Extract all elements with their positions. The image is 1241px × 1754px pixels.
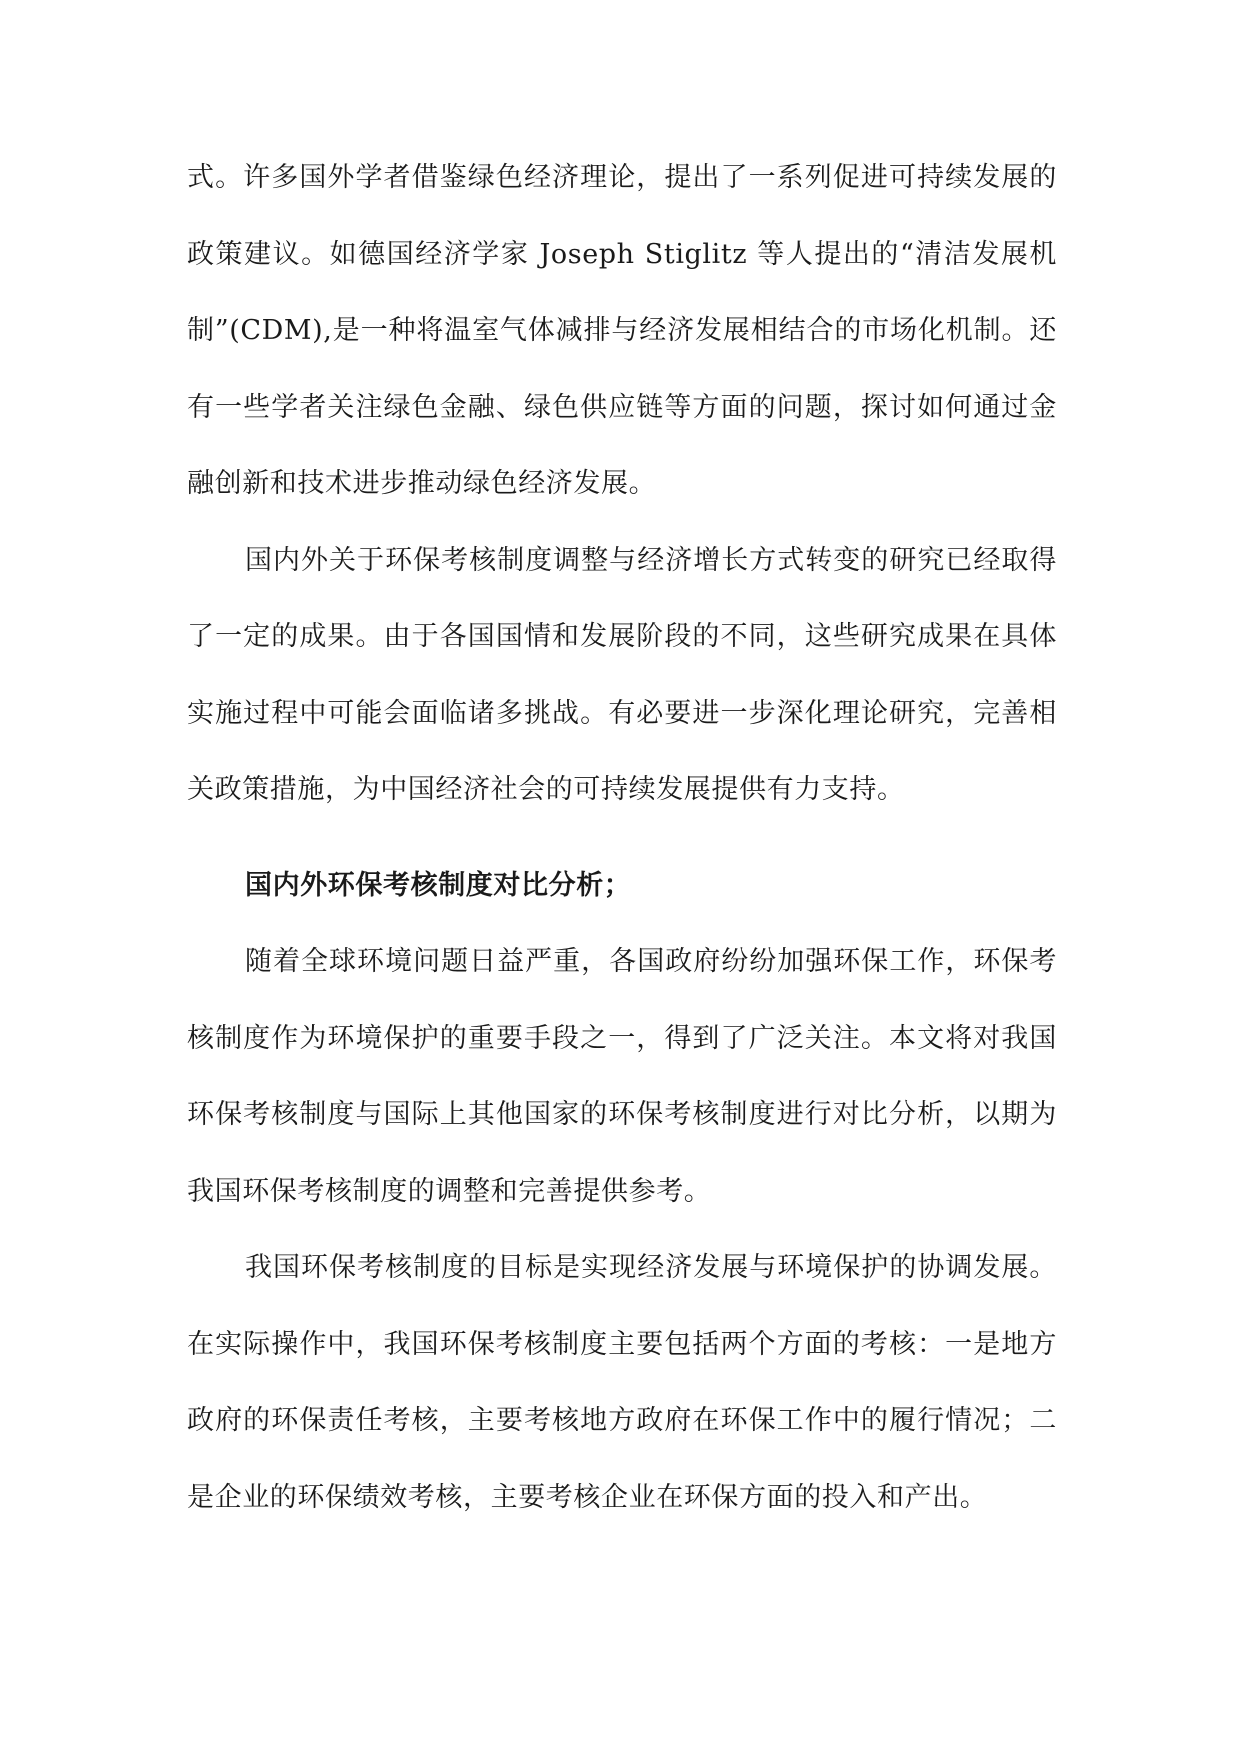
section-heading: 国内外环保考核制度对比分析； [245, 869, 632, 901]
body-paragraph: 随着全球环境问题日益严重，各国政府纷纷加强环保工作，环保考核制度作为环境保护的重要手段之一，得到了广泛关注。本文将对我国环保考核制度与国际上其他国家的环保考核制度进行对比分析，以期为我国环保考核制度的调整和完善提供参考。 [187, 946, 1057, 1207]
body-paragraph: 国内外关于环保考核制度调整与经济增长方式转变的研究已经取得了一定的成果。由于各国国情和发展阶段的不同，这些研究成果在具体实施过程中可能会面临诸多挑战。有必要进一步深化理论研究，完善相关政策措施，为中国经济社会的可持续发展提供有力支持。 [187, 544, 1057, 805]
body-paragraph-continued: 式。许多国外学者借鉴绿色经济理论，提出了一系列促进可持续发展的政策建议。如德国经济学家 Joseph Stiglitz 等人提出的“清洁发展机制”(CDM),是一种将温室气体减排与经济发展相结合的市场化机制。还有一些学者关注绿色金融、绿色供应链等方面的问题，探讨如何通过金融创新和技术进步推动绿色经济发展。 [187, 162, 1057, 499]
document-body [187, 140, 1057, 1536]
body-paragraph: 我国环保考核制度的目标是实现经济发展与环境保护的协调发展。在实际操作中，我国环保考核制度主要包括两个方面的考核：一是地方政府的环保责任考核，主要考核地方政府在环保工作中的履行情况；二是企业的环保绩效考核，主要考核企业在环保方面的投入和产出。 [187, 1252, 1057, 1513]
